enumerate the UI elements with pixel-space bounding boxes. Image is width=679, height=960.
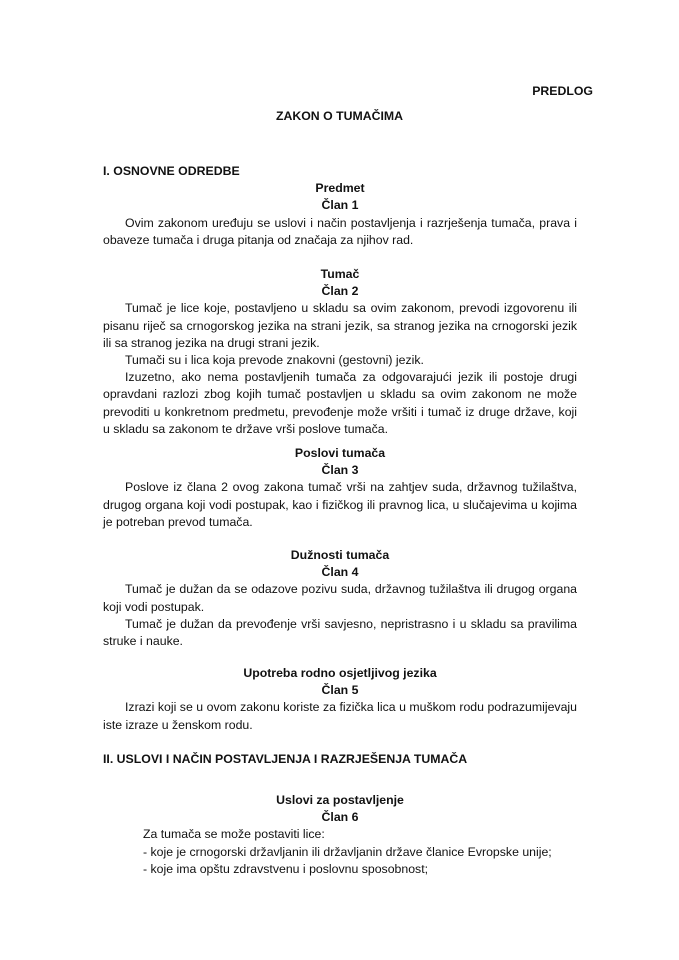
section-heading: II. USLOVI I NAČIN POSTAVLJENJA I RAZRJEŠENJA TUMAČA	[103, 752, 468, 766]
article-paragraph: Izuzetno, ako nema postavljenih tumača za odgovarajući jezik ili postoje drugi opravdani razlozi zbog kojih tumač postavljen u skladu sa ovim zakonom ne može prevoditi u konkretnom predmetu, prevođenje može vršiti i tumač iz druge države, koji u skladu sa zakonom te države vrši poslove tumača.	[103, 370, 577, 436]
article-title: Uslovi za postavljenje	[276, 793, 404, 807]
article-3	[103, 445, 577, 531]
article-2	[103, 266, 577, 438]
list-item: - koje ima opštu zdravstvenu i poslovnu sposobnost;	[143, 861, 429, 876]
article-number: Član 3	[321, 463, 359, 478]
article-title: Dužnosti tumača	[290, 548, 390, 562]
article-paragraph: Izrazi koji se u ovom zakonu koriste za fizička lica u muškom rodu podrazumijevaju iste izraze u ženskom rodu.	[103, 700, 577, 732]
article-4	[103, 547, 577, 650]
draft-label: PREDLOG	[532, 84, 593, 98]
list-item: - koje je crnogorski državljanin ili državljanin države članice Evropske unije;	[143, 844, 552, 859]
article-title: Predmet	[315, 181, 365, 196]
article-6	[103, 792, 577, 878]
section-heading: I. OSNOVNE ODREDBE	[103, 164, 240, 178]
article-5	[103, 665, 577, 734]
article-number: Član 2	[321, 284, 359, 299]
article-paragraph: Tumač je dužan da prevođenje vrši savjesno, nepristrasno i u skladu sa pravilima struke i nauke.	[103, 616, 577, 649]
article-number: Član 4	[321, 565, 359, 580]
article-paragraph: Ovim zakonom uređuju se uslovi i način postavljenja i razrješenja tumača, prava i obaveze tumača i druga pitanja od značaja za njihov rad.	[103, 215, 577, 247]
article-paragraph: Za tumača se može postaviti lice:	[143, 827, 325, 842]
section-1	[103, 163, 577, 249]
section-2	[103, 751, 577, 768]
article-number: Član 1	[321, 198, 359, 213]
law-title: ZAKON O TUMAČIMA	[275, 109, 404, 123]
article-title: Poslovi tumača	[294, 446, 386, 460]
article-paragraph: Tumač je lice koje, postavljeno u skladu sa ovim zakonom, prevodi izgovorenu ili pisanu riječ sa crnogorskog jezika na strani jezik, sa stranog jezika na crnogorski jezik ili sa stranog jezika na drugi strani jezik.	[103, 301, 577, 350]
article-paragraph: Tumači su i lica koja prevode znakovni (gestovni) jezik.	[125, 353, 424, 368]
article-paragraph: Poslove iz člana 2 ovog zakona tumač vrši na zahtjev suda, državnog tužilaštva, drugog organa koji vodi postupak, kao i fizičkog ili pravnog lica, u slučajevima u kojima je potreban prevod tumača.	[103, 480, 577, 529]
article-number: Član 5	[321, 683, 359, 698]
article-title: Tumač	[320, 267, 360, 281]
article-number: Član 6	[321, 810, 359, 825]
article-paragraph: Tumač je dužan da se odazove pozivu suda, državnog tužilaštva ili drugog organa koji vodi postupak.	[103, 582, 577, 614]
article-title: Upotreba rodno osjetljivog jezika	[243, 666, 437, 680]
